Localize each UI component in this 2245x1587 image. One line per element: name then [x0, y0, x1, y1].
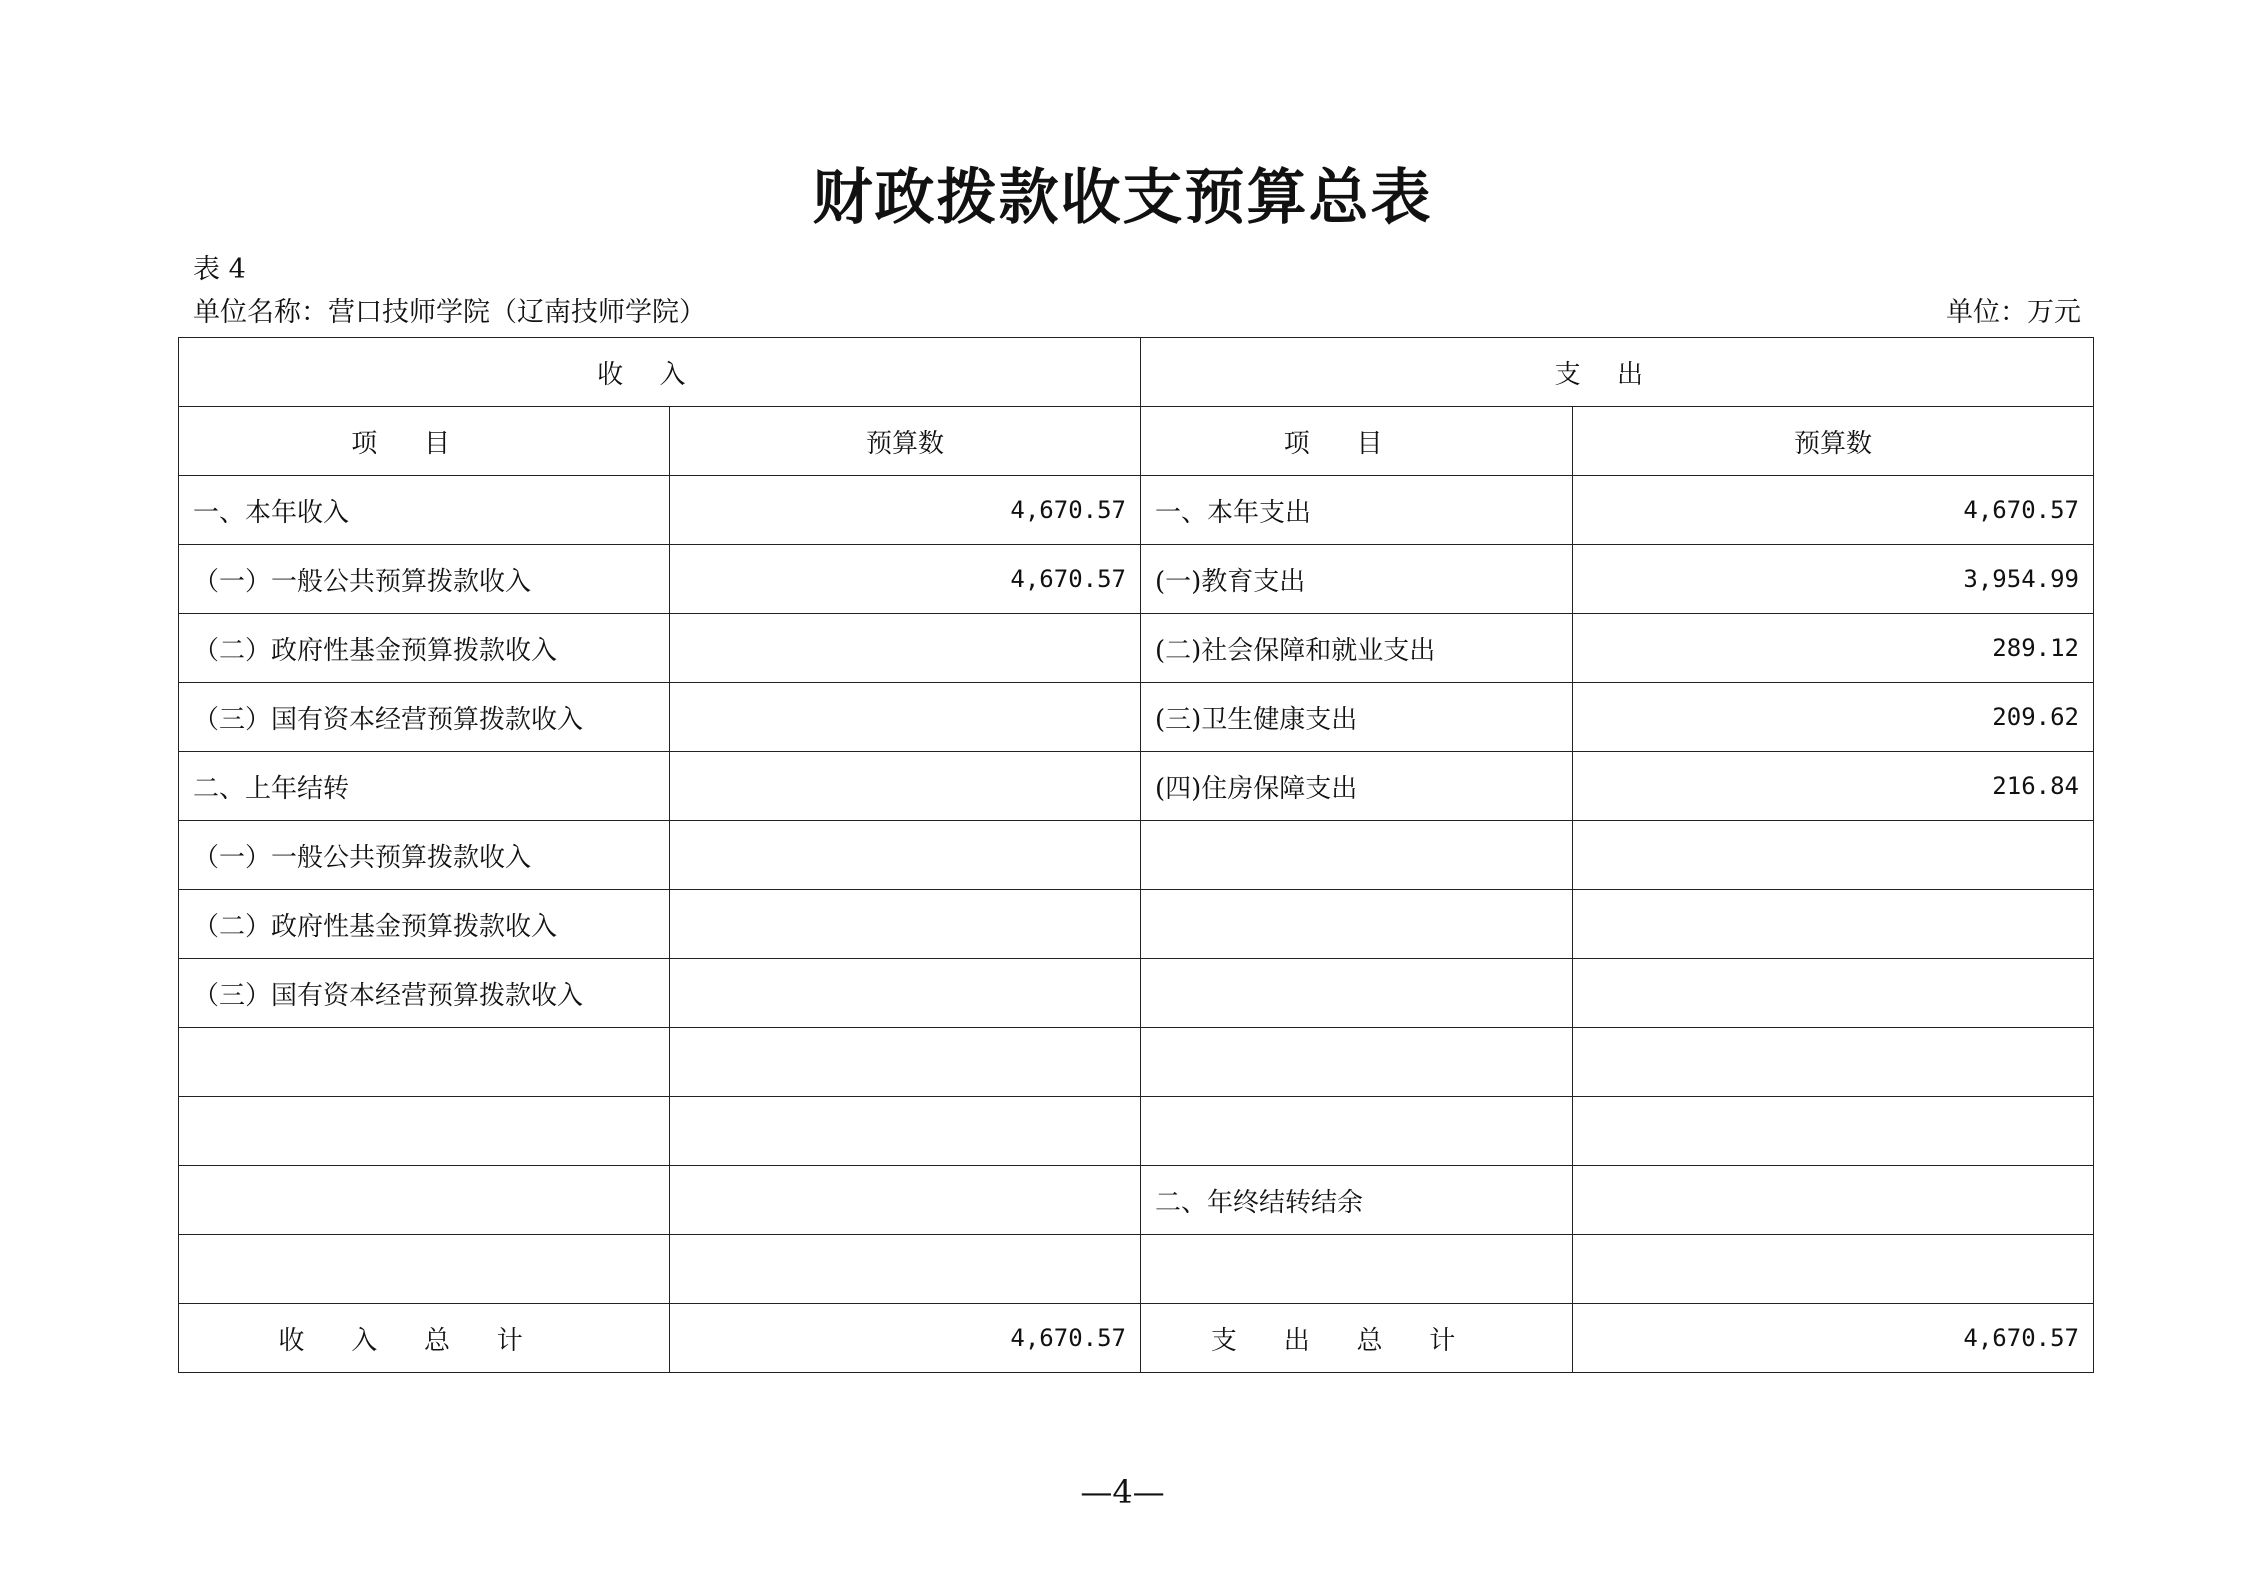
income-amount-cell: 4,670.57 — [670, 476, 1141, 545]
budget-table-body — [179, 476, 2094, 1304]
table-row — [179, 1028, 2094, 1097]
expense-amount-cell — [1573, 1097, 2094, 1166]
currency-unit: 单位：万元 — [1946, 297, 2081, 328]
income-amount-cell — [670, 1097, 1141, 1166]
income-item-cell: （一）一般公共预算拨款收入 — [179, 545, 670, 614]
page-number: —4— — [1080, 1473, 1165, 1511]
income-item-cell: 二、上年结转 — [179, 752, 670, 821]
expense-total-amount: 4,670.57 — [1573, 1304, 2094, 1373]
income-item-cell: 一、本年收入 — [179, 476, 670, 545]
table-row — [179, 752, 2094, 821]
expense-item-cell — [1141, 1028, 1573, 1097]
income-item-header: 项目 — [179, 407, 670, 476]
expense-item-cell: (三)卫生健康支出 — [1141, 683, 1573, 752]
section-header-row — [179, 338, 2094, 407]
expense-amount-cell: 209.62 — [1573, 683, 2094, 752]
table-row — [179, 959, 2094, 1028]
table-row — [179, 683, 2094, 752]
table-row — [179, 821, 2094, 890]
income-item-cell: （三）国有资本经营预算拨款收入 — [179, 683, 670, 752]
expense-item-cell — [1141, 959, 1573, 1028]
income-amount-cell — [670, 1235, 1141, 1304]
column-header-row — [179, 407, 2094, 476]
expense-amount-cell: 289.12 — [1573, 614, 2094, 683]
income-amount-cell — [670, 821, 1141, 890]
income-item-cell — [179, 1028, 670, 1097]
expense-item-cell: 一、本年支出 — [1141, 476, 1573, 545]
expense-item-cell: (四)住房保障支出 — [1141, 752, 1573, 821]
expense-item-cell — [1141, 1097, 1573, 1166]
income-total-amount: 4,670.57 — [670, 1304, 1141, 1373]
expense-item-cell — [1141, 890, 1573, 959]
income-item-cell — [179, 1097, 670, 1166]
expense-section-header: 支出 — [1141, 338, 2094, 407]
income-amount-cell — [670, 614, 1141, 683]
income-item-cell — [179, 1166, 670, 1235]
table-row — [179, 1097, 2094, 1166]
expense-item-cell: (一)教育支出 — [1141, 545, 1573, 614]
table-number: 表 4 — [193, 254, 246, 285]
expense-amount-cell — [1573, 1166, 2094, 1235]
expense-item-cell: 二、年终结转结余 — [1141, 1166, 1573, 1235]
table-row — [179, 1166, 2094, 1235]
expense-item-cell — [1141, 1235, 1573, 1304]
income-item-cell: （一）一般公共预算拨款收入 — [179, 821, 670, 890]
income-total-label: 收入总计 — [179, 1304, 670, 1373]
income-amount-cell — [670, 1166, 1141, 1235]
page-title: 财政拨款收支预算总表 — [812, 163, 1433, 233]
income-item-cell: （二）政府性基金预算拨款收入 — [179, 614, 670, 683]
budget-table — [178, 337, 2094, 1373]
income-amount-cell — [670, 1028, 1141, 1097]
expense-item-header: 项目 — [1141, 407, 1573, 476]
expense-amount-header: 预算数 — [1573, 407, 2094, 476]
expense-amount-cell — [1573, 890, 2094, 959]
unit-info-row — [193, 295, 2081, 331]
income-item-cell — [179, 1235, 670, 1304]
expense-amount-cell — [1573, 1235, 2094, 1304]
expense-item-cell — [1141, 821, 1573, 890]
table-row — [179, 1235, 2094, 1304]
income-amount-cell: 4,670.57 — [670, 545, 1141, 614]
expense-amount-cell — [1573, 959, 2094, 1028]
income-amount-cell — [670, 752, 1141, 821]
table-row — [179, 614, 2094, 683]
expense-total-label: 支出总计 — [1141, 1304, 1573, 1373]
income-amount-cell — [670, 959, 1141, 1028]
income-amount-cell — [670, 890, 1141, 959]
unit-name: 单位名称：营口技师学院（辽南技师学院） — [193, 297, 706, 328]
table-row — [179, 545, 2094, 614]
expense-amount-cell: 216.84 — [1573, 752, 2094, 821]
expense-amount-cell — [1573, 821, 2094, 890]
income-section-header: 收入 — [179, 338, 1141, 407]
expense-amount-cell: 4,670.57 — [1573, 476, 2094, 545]
income-amount-cell — [670, 683, 1141, 752]
income-item-cell: （三）国有资本经营预算拨款收入 — [179, 959, 670, 1028]
table-row — [179, 476, 2094, 545]
income-amount-header: 预算数 — [670, 407, 1141, 476]
expense-amount-cell: 3,954.99 — [1573, 545, 2094, 614]
expense-amount-cell — [1573, 1028, 2094, 1097]
total-row — [179, 1304, 2094, 1373]
expense-item-cell: (二)社会保障和就业支出 — [1141, 614, 1573, 683]
table-row — [179, 890, 2094, 959]
income-item-cell: （二）政府性基金预算拨款收入 — [179, 890, 670, 959]
